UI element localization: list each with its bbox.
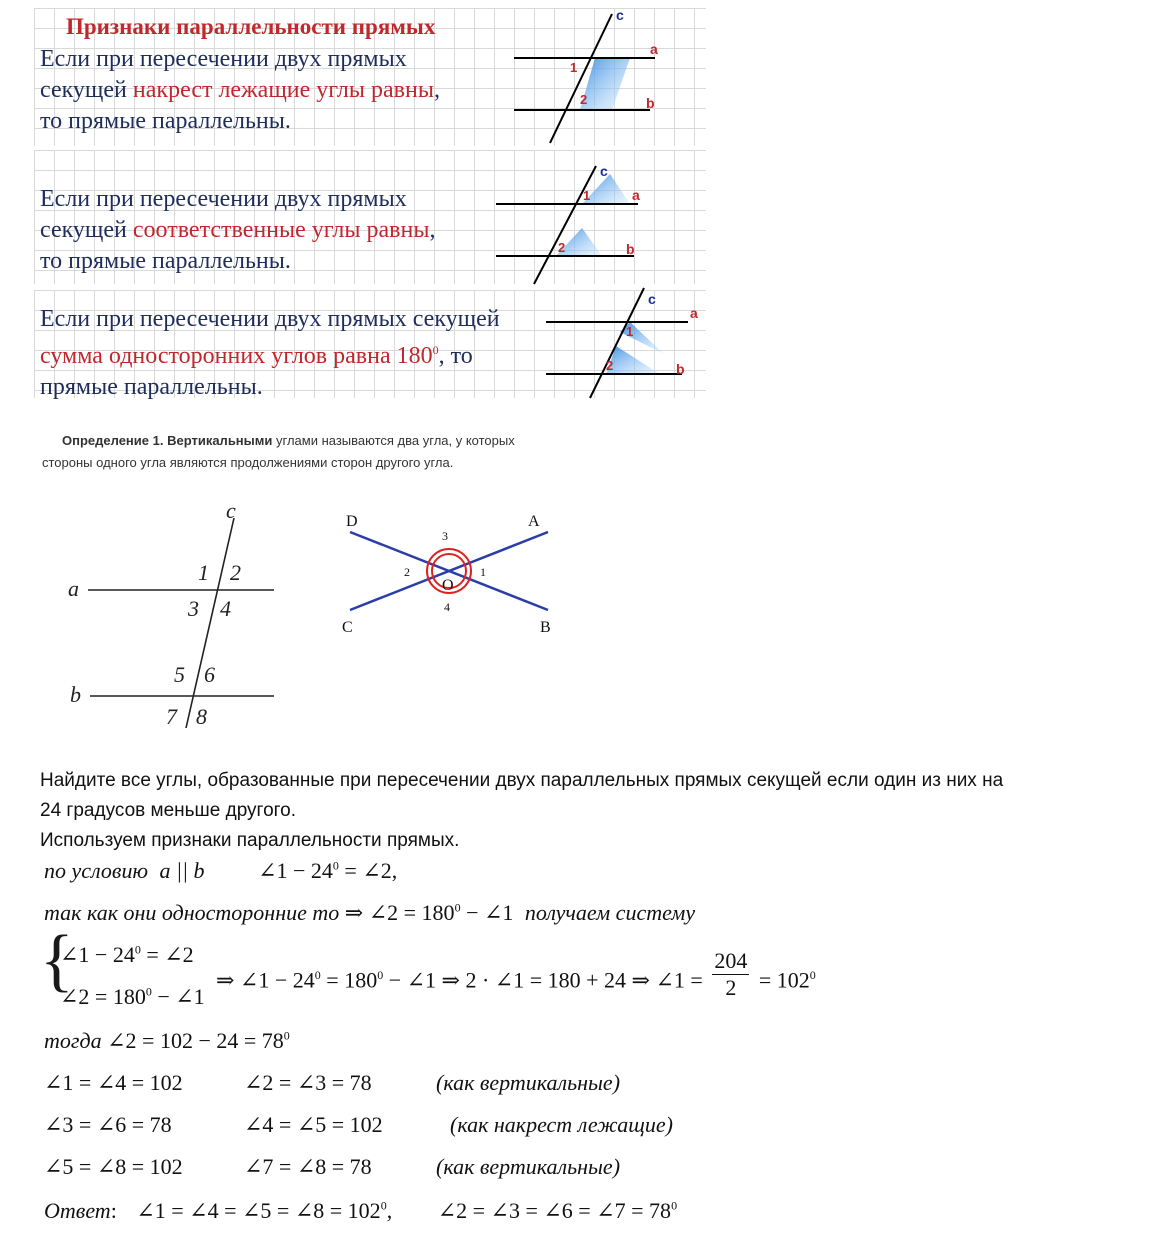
card2-text	[40, 184, 435, 277]
fig-angle-3: 3	[188, 596, 199, 621]
definition-line2: стороны одного угла являются продолжениями сторон другого угла.	[42, 455, 454, 470]
system-line1: ∠1 − $24^0$ = ∠2	[60, 942, 194, 967]
card2-label-a: a	[632, 187, 640, 203]
definition-line1: Определение 1. Вертикальными углами называются два угла, у которых	[62, 433, 515, 448]
fraction: $\frac{204}{2}$	[714, 948, 748, 1000]
solution-row-7: ∠5 = ∠8 = 102 ∠7 = ∠8 = 78 (как вертикальные)	[44, 1154, 621, 1179]
card2-figure	[490, 158, 690, 288]
solution-system	[40, 922, 944, 1018]
problem-statement	[40, 766, 1003, 856]
card3-label-2: 2	[606, 358, 614, 373]
solution-row-6: ∠3 = ∠6 = 78 ∠4 = ∠5 = 102 (как накрест лежащие)	[44, 1112, 673, 1137]
card2-line1: Если при пересечении двух прямых	[40, 186, 407, 212]
card1-line1: Если при пересечении двух прямых	[40, 46, 407, 72]
problem-line3: Используем признаки параллельности прямых.	[40, 830, 460, 851]
card2-line3: то прямые параллельны.	[40, 248, 291, 274]
vert-angle-1: 1	[480, 565, 486, 579]
card3-figure	[540, 282, 710, 400]
card3-secant	[590, 288, 644, 398]
card3-label-a: a	[690, 305, 698, 321]
problem-line2: 24 градусов меньше другого.	[40, 800, 296, 821]
card3-line2: сумма односторонних углов равна $180^0$, то	[40, 343, 473, 369]
vert-label-O: O	[442, 577, 454, 594]
fig-angle-6: 6	[204, 662, 215, 687]
card1-line2: секущей накрест лежащие углы равны,	[40, 77, 440, 103]
card1-label-1: 1	[570, 60, 578, 75]
card3-text	[40, 304, 500, 403]
solution-row-5: ∠1 = ∠4 = 102 ∠2 = ∠3 = 78 (как вертикальные)	[44, 1070, 621, 1095]
card1-label-c: c	[616, 8, 624, 23]
card1-figure	[500, 8, 710, 148]
card2-label-1: 1	[583, 188, 591, 203]
card2-label-c: c	[600, 163, 608, 179]
fig-angle-8: 8	[196, 704, 207, 729]
solution-row-consecutive: так как они односторонние то ⇒ ∠2 = $180^0$ − ∠1 получаем систему	[44, 900, 696, 925]
system-line2: ∠2 = $180^0$ − ∠1	[60, 984, 205, 1009]
card1-label-2: 2	[580, 92, 588, 107]
vert-label-C: C	[342, 619, 353, 636]
vert-label-A: A	[528, 513, 540, 530]
answer-row: Ответ: ∠1 = ∠4 = ∠5 = ∠8 = $102^0$, ∠2 = ∠3 = ∠6 = ∠7 = $78^0$	[44, 1198, 678, 1223]
card2-label-2: 2	[558, 240, 566, 255]
system-derivation: ⇒ ∠1 − $24^0 = 180^0$ − ∠1 ⇒ 2 · ∠1 = 180 + 24 ⇒ ∠1 = $\frac{204}{2}$ = $102^0$	[216, 948, 816, 1000]
vert-label-B: B	[540, 619, 551, 636]
solution-row-condition: по условию a || b ∠1 − $24^0$ = ∠2,	[44, 858, 398, 883]
fig-angle-7: 7	[166, 704, 177, 729]
vertical-angles-figure	[330, 500, 570, 650]
card2-label-b: b	[626, 241, 635, 257]
vert-label-D: D	[346, 513, 358, 530]
card1-text	[40, 44, 440, 137]
fig-label-c: c	[226, 498, 236, 523]
fig-angle-2: 2	[230, 560, 241, 585]
definition-block	[42, 430, 642, 474]
fig-angle-1: 1	[198, 560, 209, 585]
card3-label-1: 1	[626, 324, 634, 339]
card1-label-a: a	[650, 41, 658, 57]
card1-label-b: b	[646, 95, 655, 111]
vert-angle-3: 3	[442, 529, 448, 543]
vert-angle-4: 4	[444, 600, 450, 614]
fig-label-b: b	[70, 682, 81, 707]
solution-row-then: тогда ∠2 = $102 - 24 = 78^0$	[44, 1028, 290, 1053]
fig-angle-4: 4	[220, 596, 231, 621]
numbered-angles-figure	[58, 496, 298, 736]
card3-line1: Если при пересечении двух прямых секущей	[40, 306, 500, 332]
card3-label-b: b	[676, 361, 685, 377]
fig-angle-5: 5	[174, 662, 185, 687]
system-brace: {	[40, 922, 74, 999]
problem-line1: Найдите все углы, образованные при пересечении двух параллельных прямых секущей если один из них на	[40, 770, 1004, 791]
fig-label-a: a	[68, 576, 79, 601]
vert-angle-2: 2	[404, 565, 410, 579]
card2-line2: секущей соответственные углы равны,	[40, 217, 436, 243]
card3-line3: прямые параллельны.	[40, 374, 263, 400]
page-title: Признаки параллельности прямых	[66, 14, 436, 39]
card1-line3: то прямые параллельны.	[40, 108, 291, 134]
card2-secant	[534, 166, 596, 284]
card3-label-c: c	[648, 291, 656, 307]
